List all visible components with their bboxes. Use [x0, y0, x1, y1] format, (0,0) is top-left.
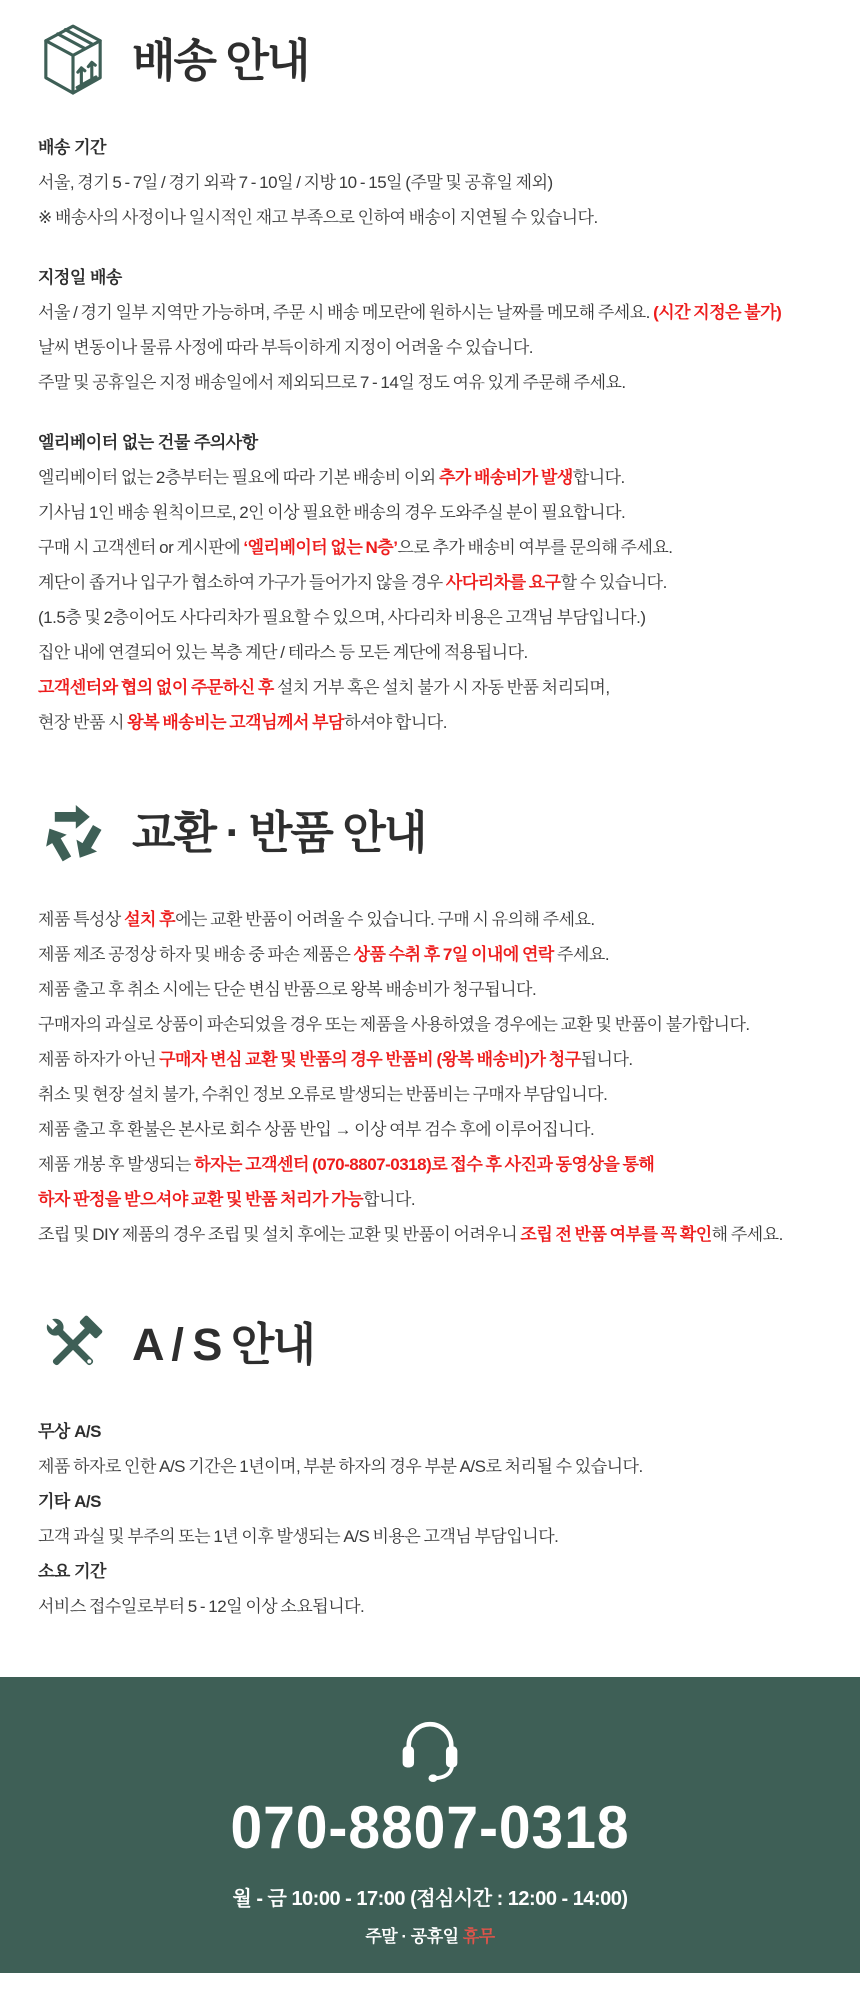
- body-text: 서울 / 경기 일부 지역만 가능하며, 주문 시 배송 메모란에 원하시는 날짜를 메모해 주세요.: [38, 303, 654, 322]
- business-hours: 월 - 금 10:00 - 17:00 (점심시간 : 12:00 - 14:00): [232, 1888, 628, 1910]
- body-text: 기사님 1인 배송 원칙이므로, 2인 이상 필요한 배송의 경우 도와주실 분이 필요합니다.: [38, 503, 626, 522]
- tools-icon: [38, 1306, 108, 1384]
- section-delivery-body: [38, 130, 830, 740]
- text-line: [38, 972, 830, 1007]
- highlighted-text: 사다리차를 요구: [445, 573, 561, 592]
- highlighted-text: 설치 후: [124, 910, 176, 929]
- body-text: 서비스 접수일로부터 5 - 12일 이상 소요됩니다.: [38, 1597, 365, 1616]
- text-block: [38, 425, 830, 740]
- body-text: 집안 내에 연결되어 있는 복층 계단 / 테라스 등 모든 계단에 적용됩니다.: [38, 643, 528, 662]
- highlighted-text: 고객센터와 협의 없이 주문하신 후: [38, 678, 274, 697]
- text-line: [38, 1042, 830, 1077]
- body-text: 하셔야 합니다.: [343, 713, 447, 732]
- highlighted-text: 상품 수취 후 7일 이내에 연락: [353, 945, 554, 964]
- body-text: 서울, 경기 5 - 7일 / 경기 외곽 7 - 10일 / 지방 10 - 15일 (주말 및 공휴일 제외): [38, 173, 553, 192]
- text-block: [38, 1554, 830, 1624]
- text-line: [38, 1182, 830, 1217]
- body-text: 으로 추가 배송비 여부를 문의해 주세요.: [397, 538, 673, 557]
- body-text: 조립 및 DIY 제품의 경우 조립 및 설치 후에는 교환 및 반품이 어려우니: [38, 1225, 521, 1244]
- section-exchange-return: [38, 794, 830, 1252]
- body-text: 제품 하자로 인한 A/S 기간은 1년이며, 부분 하자의 경우 부분 A/S로 처리될 수 있습니다.: [38, 1457, 643, 1476]
- block-heading: 배송 기간: [38, 138, 106, 157]
- section-exchange-header: [38, 794, 830, 872]
- block-heading: 소요 기간: [38, 1562, 106, 1581]
- highlighted-text: 하자 판정을 받으셔야 교환 및 반품 처리가 가능: [38, 1190, 364, 1209]
- body-text: 에는 교환 반품이 어려울 수 있습니다. 구매 시 유의해 주세요.: [175, 910, 595, 929]
- section-title: 교환 · 반품 안내: [132, 807, 426, 859]
- text-line: [38, 1112, 830, 1147]
- section-title: 배송 안내: [132, 35, 309, 87]
- body-text: (1.5층 및 2층이어도 사다리차가 필요할 수 있으며, 사다리차 비용은 고객님 부담입니다.): [38, 608, 646, 627]
- customer-center-footer: [0, 1677, 860, 1973]
- body-text: 구매 시 고객센터 or 게시판에: [38, 538, 244, 557]
- body-text: 계단이 좁거나 입구가 협소하여 가구가 들어가지 않을 경우: [38, 573, 446, 592]
- customer-center-phone: 070-8807-0318: [230, 1794, 630, 1861]
- text-line: [38, 902, 830, 937]
- text-line: [38, 670, 830, 705]
- highlighted-text: ‘엘리베이터 없는 N층’: [243, 538, 398, 557]
- text-line: [38, 200, 830, 235]
- body-text: 제품 제조 공정상 하자 및 배송 중 파손 제품은: [38, 945, 354, 964]
- text-line: [38, 635, 830, 670]
- section-title: A / S 안내: [132, 1319, 314, 1371]
- highlighted-text: (시간 지정은 불가): [653, 303, 782, 322]
- section-exchange-body: [38, 902, 830, 1252]
- body-text: 제품 개봉 후 발생되는: [38, 1155, 195, 1174]
- body-text: 현장 반품 시: [38, 713, 128, 732]
- recycle-icon: [38, 794, 108, 872]
- text-line: [38, 1077, 830, 1112]
- body-text: 할 수 있습니다.: [560, 573, 667, 592]
- text-line: [38, 495, 830, 530]
- body-text: 엘리베이터 없는 2층부터는 필요에 따라 기본 배송비 이외: [38, 468, 439, 487]
- body-text: 날씨 변동이나 물류 사정에 따라 부득이하게 지정이 어려울 수 있습니다.: [38, 338, 533, 357]
- section-as-header: [38, 1306, 830, 1384]
- section-as: [38, 1306, 830, 1624]
- text-line: [38, 460, 830, 495]
- body-text: 해 주세요.: [711, 1225, 783, 1244]
- text-block: [38, 1414, 830, 1484]
- body-text: 구매자의 과실로 상품이 파손되었을 경우 또는 제품을 사용하였을 경우에는 교환 및 반품이 불가합니다.: [38, 1015, 750, 1034]
- text-line: [38, 295, 830, 330]
- block-heading: 무상 A/S: [38, 1422, 101, 1441]
- highlighted-text: 추가 배송비가 발생: [438, 468, 573, 487]
- text-line: [38, 530, 830, 565]
- text-line: [38, 165, 830, 200]
- text-line: [38, 330, 830, 365]
- text-line: [38, 1519, 830, 1554]
- body-text: 설치 거부 혹은 설치 불가 시 자동 반품 처리되며,: [273, 678, 610, 697]
- text-line: [38, 1449, 830, 1484]
- body-text: 제품 출고 후 취소 시에는 단순 변심 반품으로 왕복 배송비가 청구됩니다.: [38, 980, 537, 999]
- closed-days-label: 주말 · 공휴일: [365, 1927, 463, 1946]
- body-text: 취소 및 현장 설치 불가, 수취인 정보 오류로 발생되는 반품비는 구매자 부담입니다.: [38, 1085, 608, 1104]
- text-line: [38, 1007, 830, 1042]
- block-heading: 기타 A/S: [38, 1492, 101, 1511]
- body-text: ※ 배송사의 사정이나 일시적인 재고 부족으로 인하여 배송이 지연될 수 있습니다.: [38, 208, 598, 227]
- body-text: 주세요.: [553, 945, 610, 964]
- text-block: [38, 1484, 830, 1554]
- closed-days: [0, 1925, 860, 1949]
- section-delivery-header: [38, 22, 830, 100]
- text-line: [38, 1217, 830, 1252]
- headset-icon: [0, 1711, 860, 1783]
- text-line: [38, 565, 830, 600]
- highlighted-text: 왕복 배송비는 고객님께서 부담: [127, 713, 344, 732]
- shipping-box-icon: [38, 22, 108, 100]
- text-line: [38, 705, 830, 740]
- section-as-body: [38, 1414, 830, 1624]
- text-line: [38, 1589, 830, 1624]
- text-line: [38, 1147, 830, 1182]
- text-block: [38, 130, 830, 235]
- body-text: 제품 출고 후 환불은 본사로 회수 상품 반입 → 이상 여부 검수 후에 이루어집니다.: [38, 1120, 595, 1139]
- text-block: [38, 260, 830, 400]
- text-block: [38, 902, 830, 1252]
- highlighted-text: 구매자 변심 교환 및 반품의 경우 반품비 (왕복 배송비)가 청구: [159, 1050, 581, 1069]
- highlighted-text: 하자는 고객센터 (070-8807-0318)로 접수 후 사진과 동영상을 통해: [194, 1155, 655, 1174]
- body-text: 됩니다.: [580, 1050, 633, 1069]
- section-delivery: [38, 22, 830, 740]
- text-line: [38, 937, 830, 972]
- body-text: 제품 하자가 아닌: [38, 1050, 160, 1069]
- body-text: 합니다.: [572, 468, 625, 487]
- body-text: 제품 특성상: [38, 910, 125, 929]
- text-line: [38, 365, 830, 400]
- body-text: 합니다.: [363, 1190, 416, 1209]
- body-text: 주말 및 공휴일은 지정 배송일에서 제외되므로 7 - 14일 정도 여유 있게 주문해 주세요.: [38, 373, 626, 392]
- block-heading: 엘리베이터 없는 건물 주의사항: [38, 433, 258, 452]
- block-heading: 지정일 배송: [38, 268, 122, 287]
- closed-days-value: 휴무: [462, 1927, 495, 1946]
- text-line: [38, 600, 830, 635]
- body-text: 고객 과실 및 부주의 또는 1년 이후 발생되는 A/S 비용은 고객님 부담입니다.: [38, 1527, 559, 1546]
- highlighted-text: 조립 전 반품 여부를 꼭 확인: [520, 1225, 712, 1244]
